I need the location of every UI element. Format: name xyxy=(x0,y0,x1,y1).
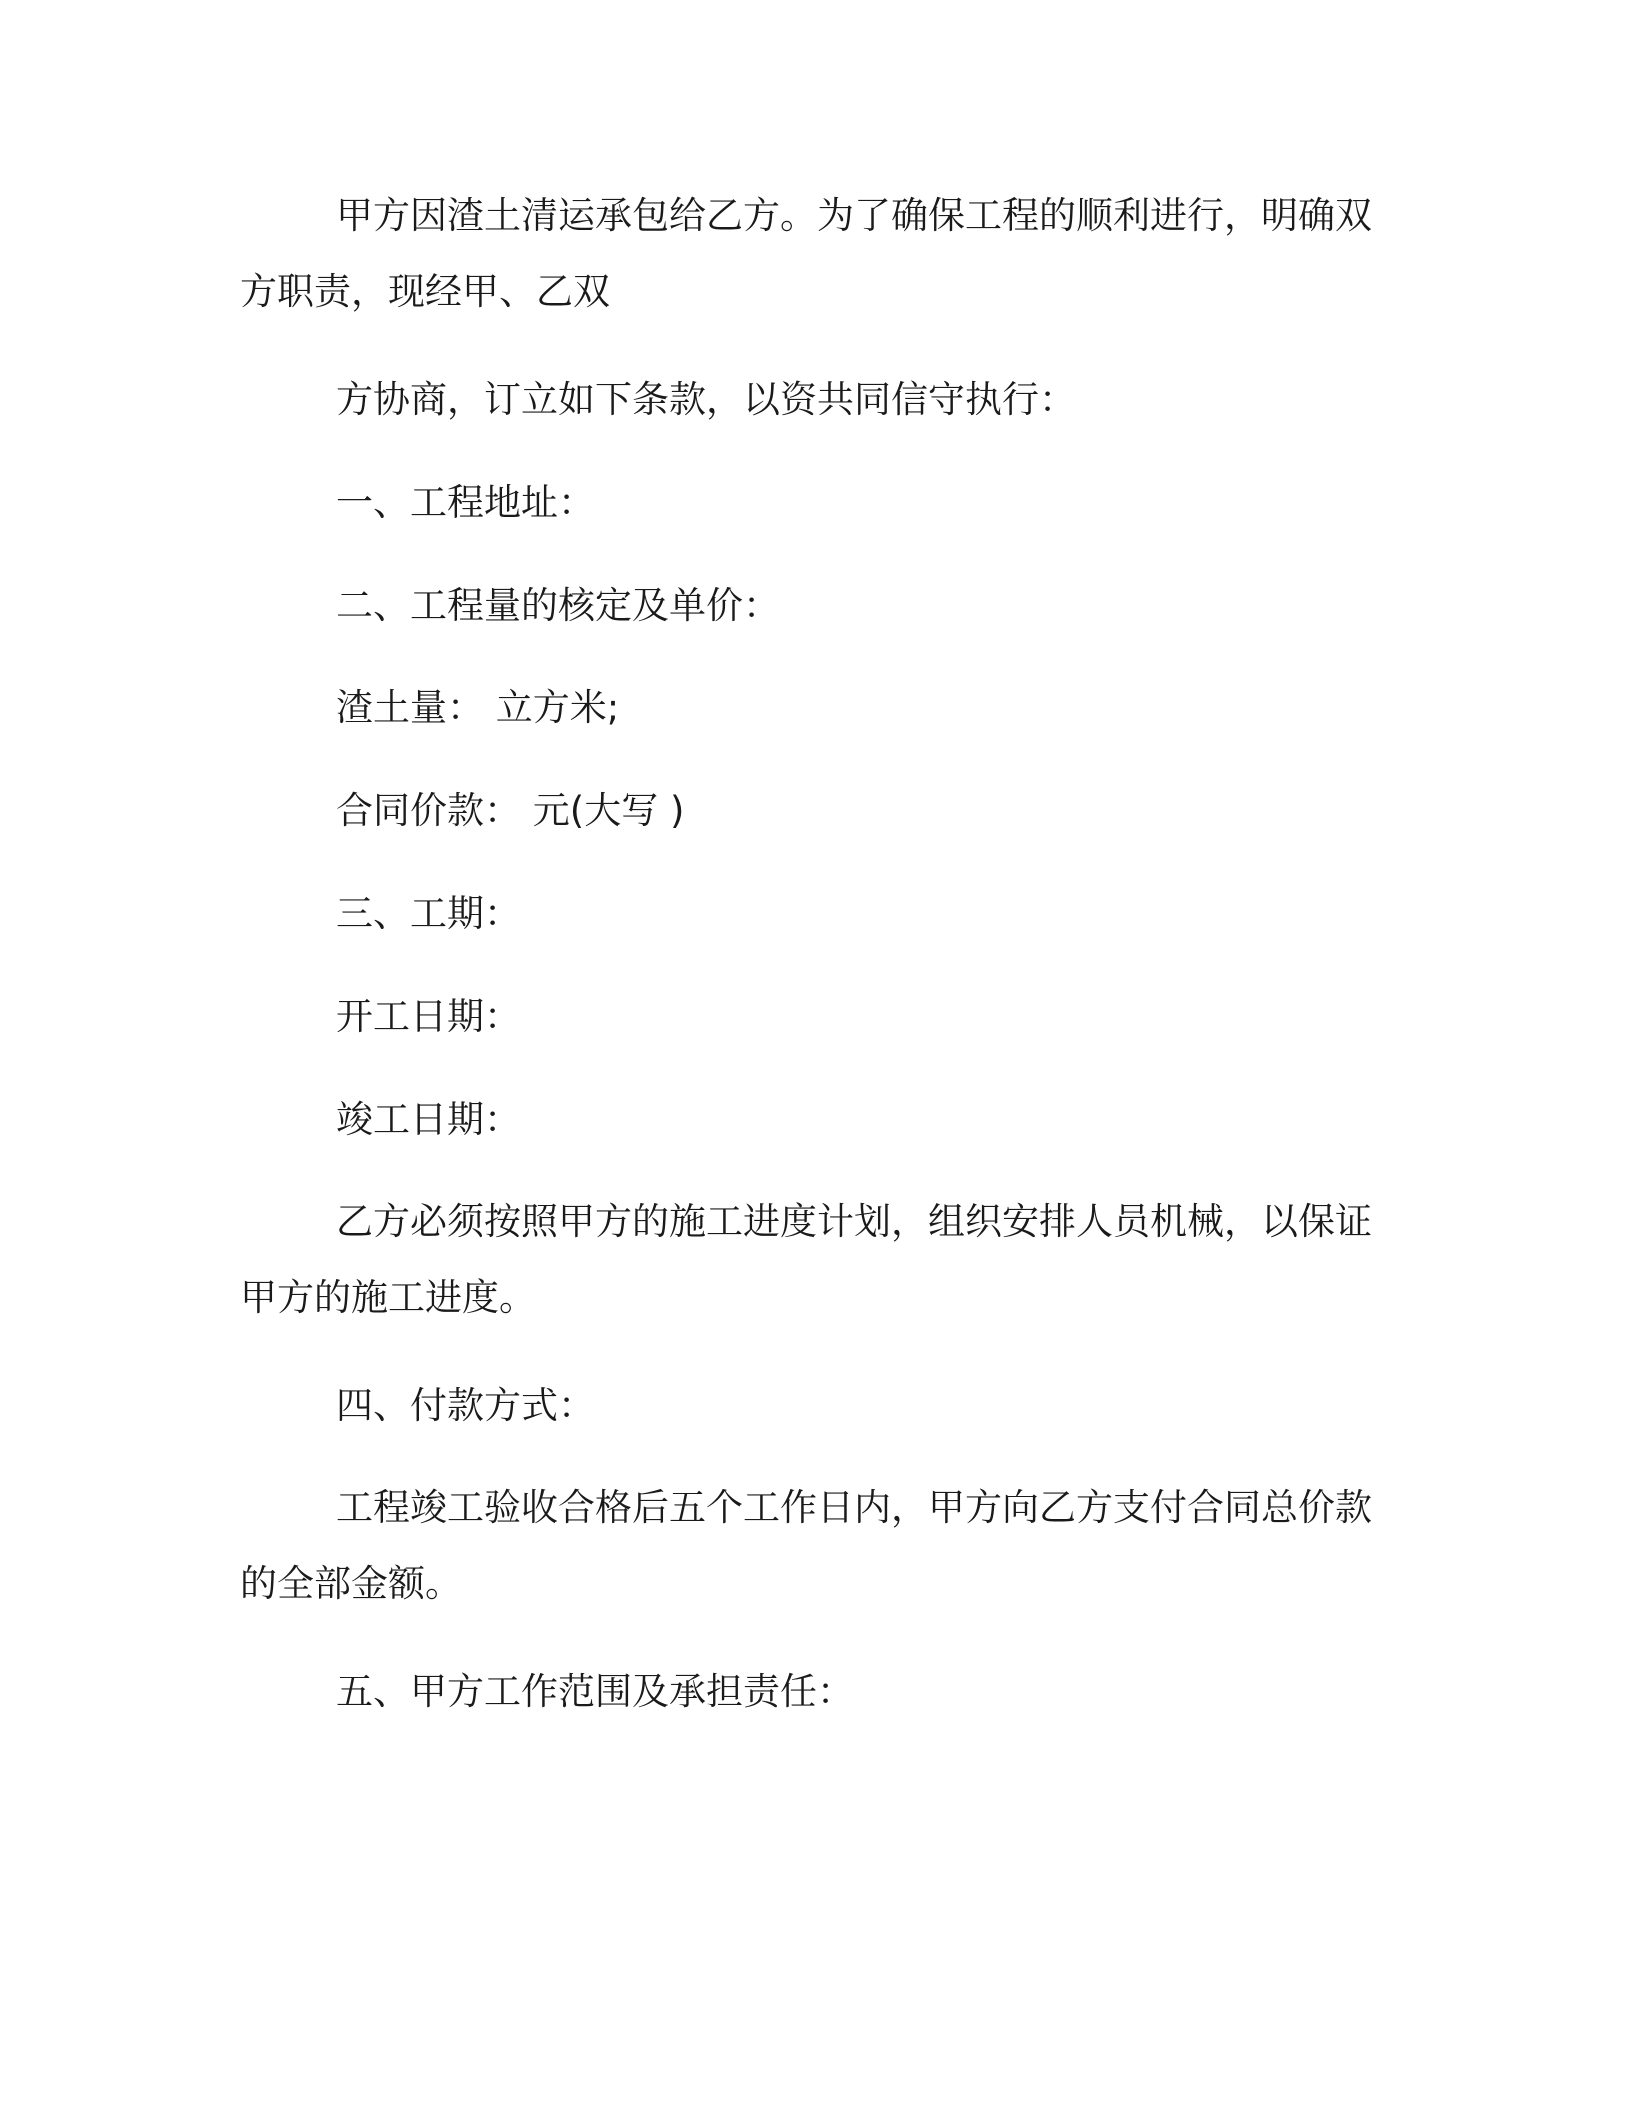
line-start-date: 开工日期： xyxy=(336,995,521,1038)
heading-payment: 四、付款方式： xyxy=(336,1384,595,1427)
heading-party-a-scope: 五、甲方工作范围及承担责任： xyxy=(336,1670,854,1713)
paragraph-agreement: 方协商，订立如下条款，以资共同信守执行： xyxy=(336,378,1076,421)
line-contract-price: 合同价款： 元(大写 ) xyxy=(336,789,685,832)
heading-duration: 三、工期： xyxy=(336,892,521,935)
heading-project-address: 一、工程地址： xyxy=(336,481,595,524)
paragraph-payment-terms: 工程竣工验收合格后五个工作日内，甲方向乙方支付合同总价款的全部金额。 xyxy=(240,1486,1372,1605)
paragraph-schedule: 乙方必须按照甲方的施工进度计划，组织安排人员机械，以保证甲方的施工进度。 xyxy=(240,1200,1372,1319)
heading-quantity-price: 二、工程量的核定及单价： xyxy=(336,584,780,627)
paragraph-intro: 甲方因渣土清运承包给乙方。为了确保工程的顺利进行，明确双方职责，现经甲、乙双 xyxy=(240,194,1372,313)
line-muck-volume: 渣土量： 立方米; xyxy=(336,686,620,729)
line-completion-date: 竣工日期： xyxy=(336,1098,521,1141)
